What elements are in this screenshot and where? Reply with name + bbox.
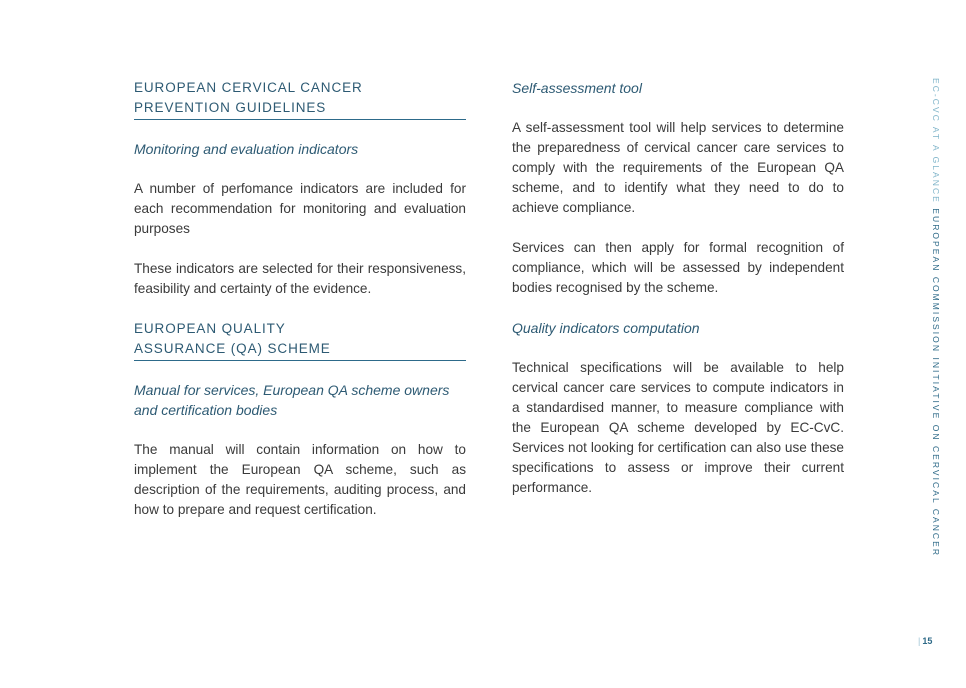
paragraph-selection: These indicators are selected for their responsiveness, feasibility and certainty of the evidence. [134, 261, 466, 296]
paragraph-manual: The manual will contain information on how to implement the European QA scheme, such as description of the requirements, auditing process, and how to prepare and request certification. [134, 442, 466, 517]
left-column [134, 78, 466, 520]
side-title-light: EC-CVC AT A GLANCE [931, 78, 941, 204]
subheading-manual: Manual for services, European QA scheme owners and certification bodies [134, 382, 450, 418]
paragraph-technical-specs: Technical specifications will be available to help cervical cancer care services to compute indicators in a standardised manner, to measure compliance with the European QA scheme developed by EC-CvC. Services not looking for certification can also use these specifications to assess or improve their current performance. [512, 360, 844, 495]
heading-line: PREVENTION GUIDELINES [134, 100, 327, 115]
paragraph-recognition: Services can then apply for formal recognition of compliance, which will be assessed by independent bodies recognised by the scheme. [512, 240, 844, 295]
page-number [918, 636, 932, 646]
page-number-value: 15 [922, 636, 933, 646]
paragraph-self-assessment: A self-assessment tool will help services to determine the preparedness of cervical cancer care services to comply with the requirements of the European QA scheme, and to identify what they need to do to achieve compliance. [512, 120, 844, 215]
side-title-dark: EUROPEAN COMMISSION INITIATIVE ON CERVICAL CANCER [931, 208, 941, 558]
section-heading-qa-scheme [134, 319, 466, 361]
heading-line: EUROPEAN CERVICAL CANCER [134, 80, 363, 95]
subheading-self-assessment: Self-assessment tool [512, 80, 642, 96]
section-heading-guidelines [134, 78, 466, 120]
right-column [512, 78, 844, 498]
heading-line: ASSURANCE (QA) SCHEME [134, 341, 331, 356]
heading-line: EUROPEAN QUALITY [134, 321, 286, 336]
side-running-title [923, 78, 941, 568]
page-number-separator: | [918, 636, 921, 646]
subheading-monitoring: Monitoring and evaluation indicators [134, 141, 359, 157]
subheading-quality-indicators: Quality indicators computation [512, 320, 700, 336]
paragraph-indicators: A number of perfomance indicators are included for each recommendation for monitoring and evaluation purposes [134, 181, 466, 236]
